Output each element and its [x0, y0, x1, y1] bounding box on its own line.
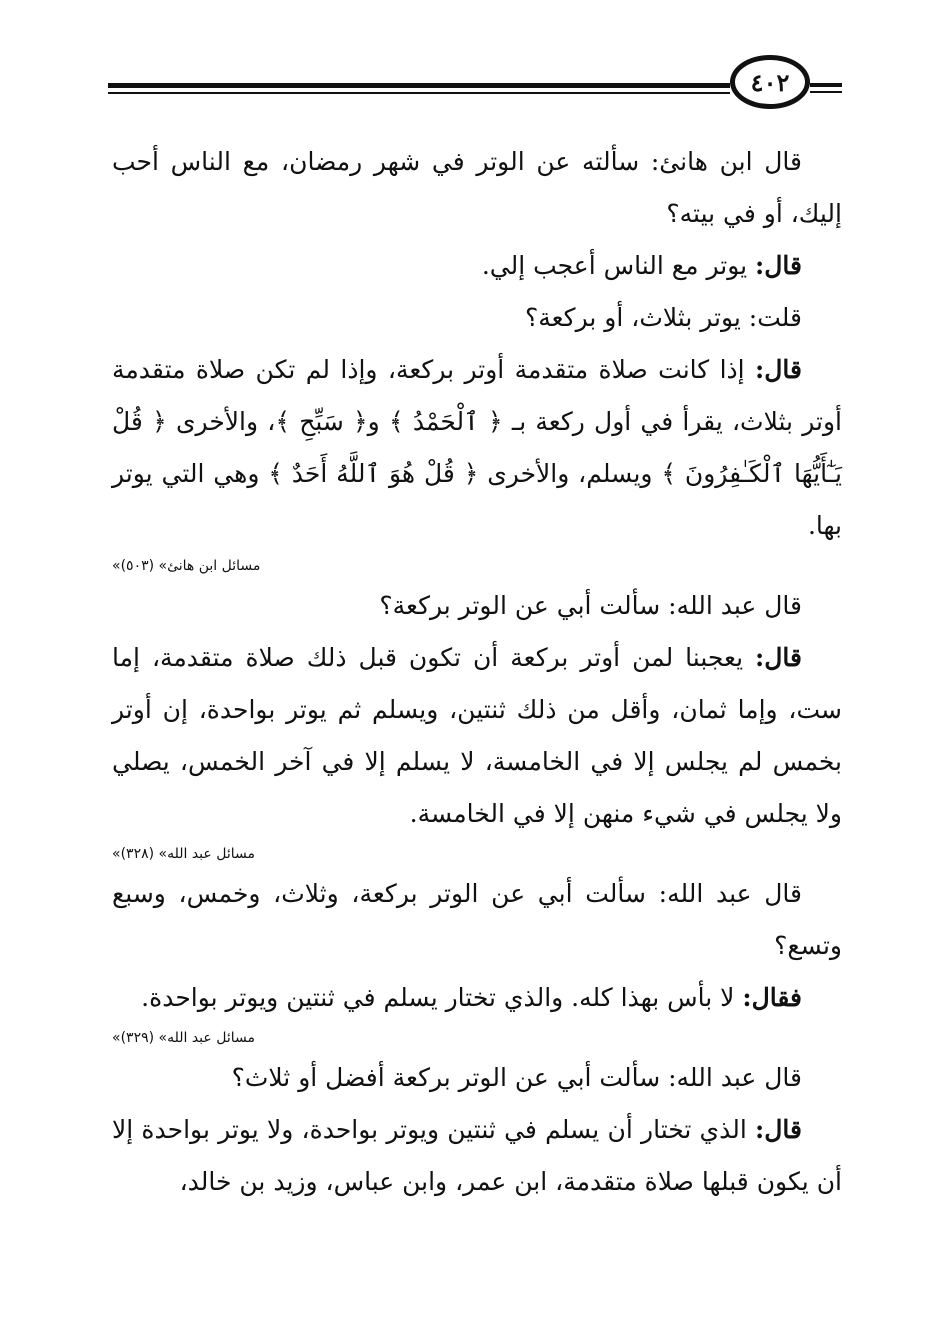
- paragraph: قال: إذا كانت صلاة متقدمة أوتر بركعة، وإذا لم تكن صلاة متقدمة أوتر بثلاث، يقرأ في أول ركعة بـ ﴿ ٱلْحَمْدُ ﴾ و﴿ سَبِّحِ ﴾، والأخرى ﴿ قُلْ يَـٰٓأَيُّهَا ٱلْكَـٰفِرُونَ ﴾ ويسلم، والأخرى ﴿ قُلْ هُوَ ٱللَّهُ أَحَدٌ ﴾ وهي التي يوتر بها.: [112, 355, 842, 540]
- paragraph: قال عبد الله: سألت أبي عن الوتر بركعة أفضل أو ثلاث؟: [231, 1063, 802, 1092]
- paragraph: قال: يعجبنا لمن أوتر بركعة أن تكون قبل ذلك صلاة متقدمة، إما ست، وإما ثمان، وأقل من ذلك ثنتين، ويسلم ثم يوتر بواحدة، إن أوتر بخمس لم يجلس إلا في الخامسة، لا يسلم إلا في آخر الخمس، يصلي ولا يجلس في شيء منهن إلا في الخامسة.: [112, 643, 842, 828]
- entry-4: [112, 1052, 842, 1208]
- header-rule-right-thick: [810, 83, 842, 87]
- citation: «مسائل عبد الله» (٣٢٨): [112, 846, 255, 862]
- paragraph: قال: الذي تختار أن يسلم في ثنتين ويوتر بواحدة، ولا يوتر بواحدة إلا أن يكون قبلها صلاة متقدمة، ابن عمر، وابن عباس، وزيد بن خالد،: [112, 1115, 842, 1196]
- header-rule-thin: [108, 92, 730, 94]
- page-number: ٤٠٢: [730, 55, 810, 109]
- paragraph: قال: يوتر مع الناس أعجب إلي.: [481, 251, 802, 280]
- header-rule-thick: [108, 83, 730, 88]
- paragraph: فقال: لا بأس بهذا كله. والذي تختار يسلم في ثنتين ويوتر بواحدة.: [141, 983, 802, 1012]
- paragraph: قلت: يوتر بثلاث، أو بركعة؟: [524, 303, 802, 332]
- page-header: [108, 52, 842, 112]
- header-rule-right-thin: [810, 91, 842, 93]
- paragraph: قال عبد الله: سألت أبي عن الوتر بركعة، وثلاث، وخمس، وسبع وتسع؟: [112, 879, 842, 960]
- page-body: [112, 136, 842, 1208]
- citation: «مسائل عبد الله» (٣٢٩): [112, 1030, 255, 1046]
- paragraph: قال عبد الله: سألت أبي عن الوتر بركعة؟: [379, 591, 802, 620]
- entry-2: [112, 580, 842, 868]
- citation: «مسائل ابن هانئ» (٥٠٣): [112, 558, 261, 574]
- entry-3: [112, 868, 842, 1052]
- paragraph: قال ابن هانئ: سألته عن الوتر في شهر رمضان، مع الناس أحب إليك، أو في بيته؟: [112, 147, 842, 228]
- entry-1: [112, 136, 842, 580]
